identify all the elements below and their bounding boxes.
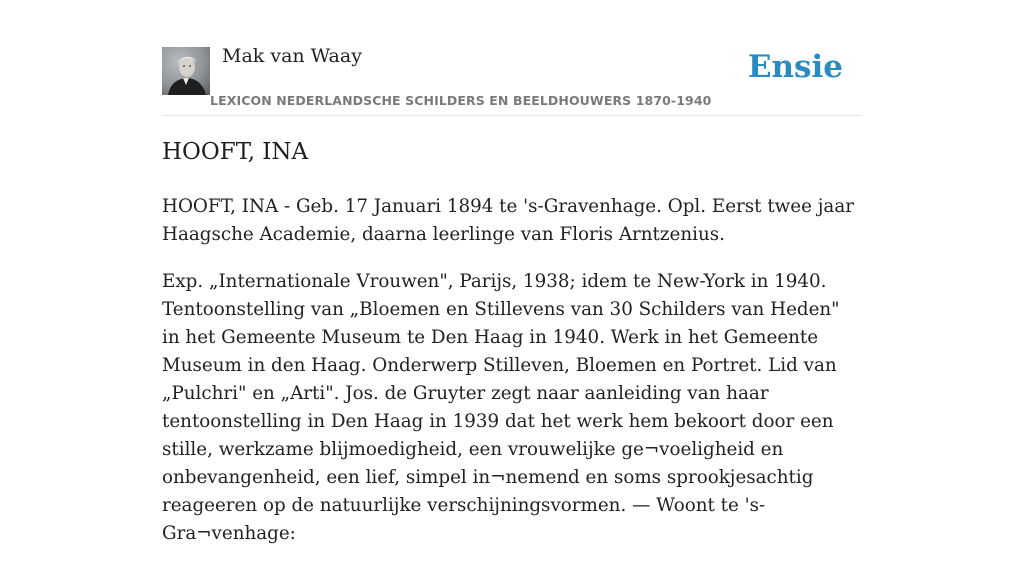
- ensie-logo[interactable]: Ensie: [747, 49, 843, 85]
- article-title: HOOFT, INA: [162, 139, 309, 165]
- header: [162, 0, 862, 116]
- portrait-icon: [162, 47, 210, 95]
- article-body: [162, 193, 862, 567]
- article-paragraph: Exp. „Internationale Vrouwen", Parijs, 1938; idem te New-York in 1940. Tentoonstelling van „Bloemen en Stillevens van 30 Schilders van Heden" in het Gemeente Museum te Den Haag in 1940. Werk in het Gemeente Museum in den Haag. Onderwerp Stilleven, Bloemen en Portret. Lid van „Pulchri" en „Arti". Jos. de Gruyter zegt naar aanleiding van haar tentoonstelling in Den Haag in 1939 dat het werk hem bekoort door een stille, werkzame blijmoedigheid, een vrouwelijke ge¬voeligheid en onbevangenheid, een lief, simpel in¬nemend en soms sprookjesachtig reageeren op de natuurlijke verschijningsvormen. — Woont te 's-Gra¬venhage:: [162, 271, 840, 544]
- author-name[interactable]: Mak van Waay: [222, 45, 362, 67]
- author-avatar[interactable]: [162, 47, 210, 95]
- source-lexicon[interactable]: LEXICON NEDERLANDSCHE SCHILDERS EN BEELDHOUWERS 1870-1940: [210, 93, 712, 108]
- article-paragraph: HOOFT, INA - Geb. 17 Januari 1894 te 's-Gravenhage. Opl. Eerst twee jaar Haagsche Academie, daarna leerlinge van Floris Arntzenius.: [162, 196, 854, 245]
